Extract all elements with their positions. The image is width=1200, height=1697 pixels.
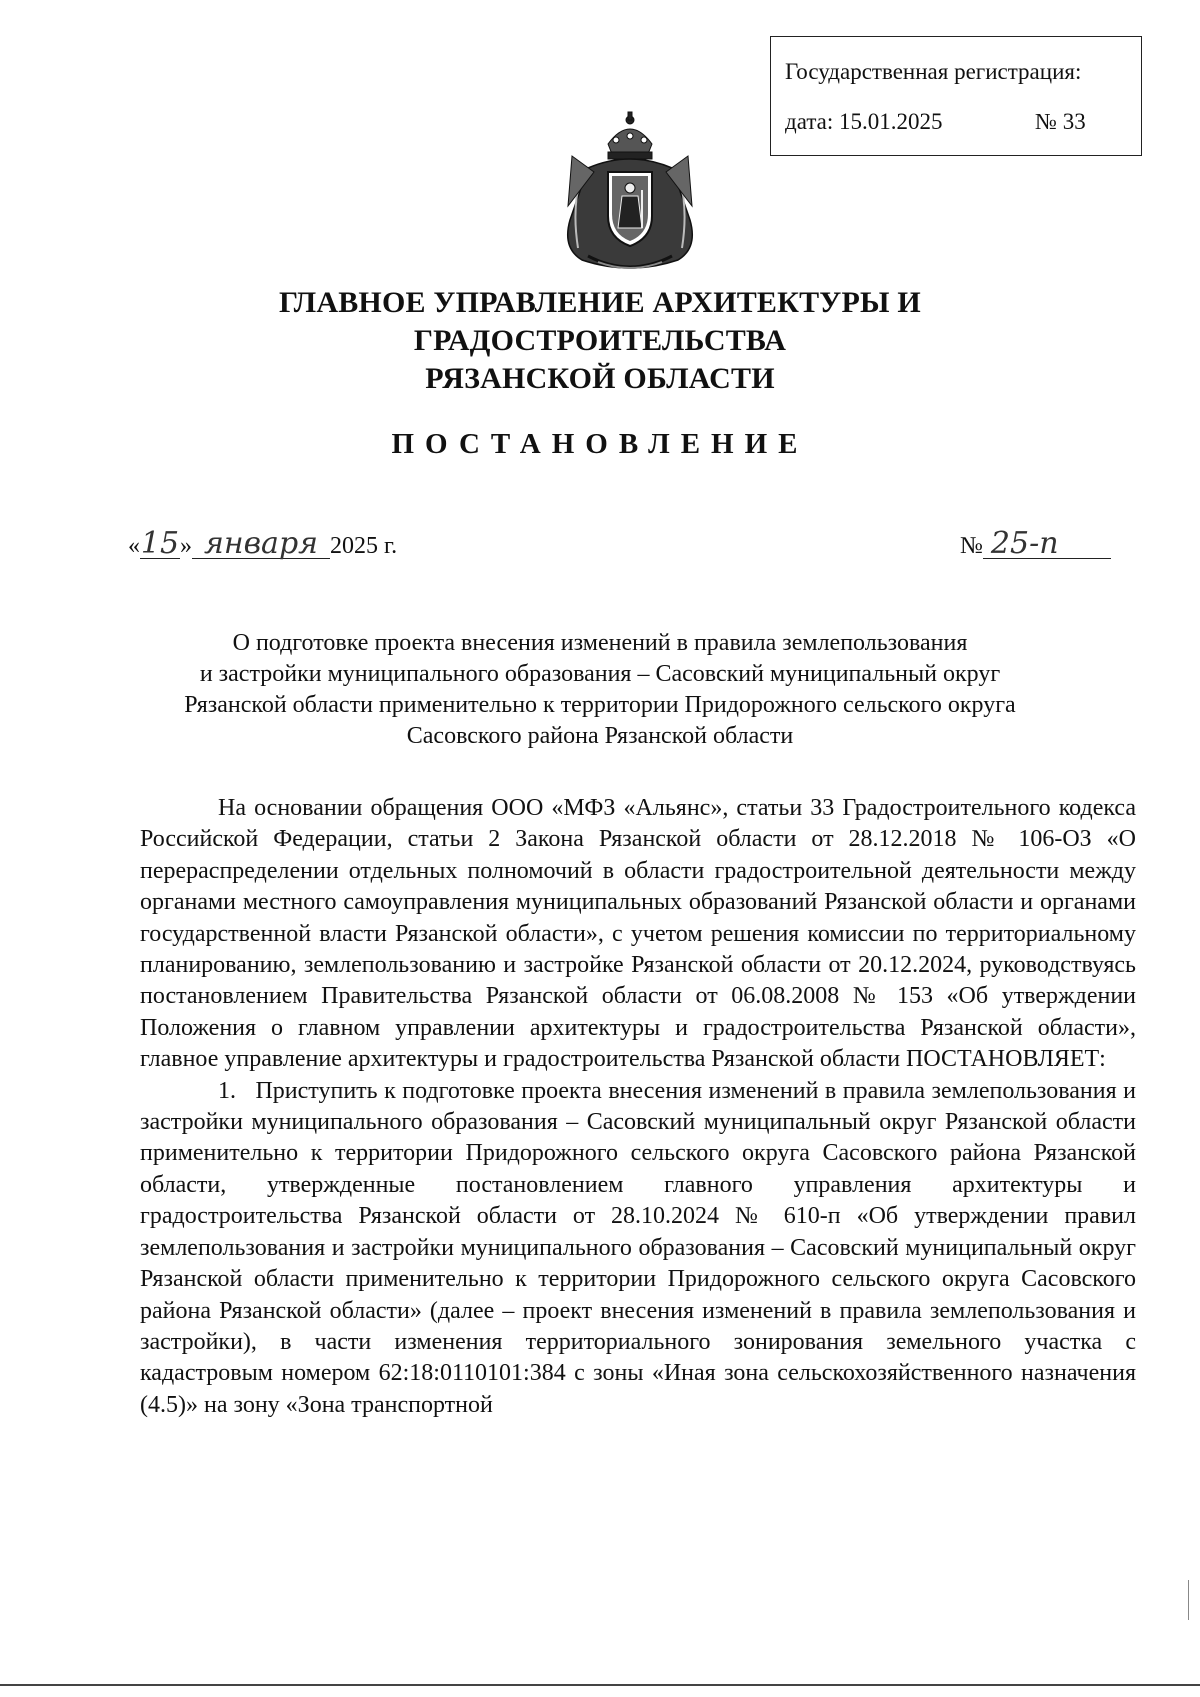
registration-stamp: [770, 36, 1142, 156]
title-line: и застройки муниципального образования – Сасовский муниципальный округ: [199, 661, 1001, 687]
date-month: января: [192, 530, 330, 559]
title-line: О подготовке проекта внесения изменений в правила землепользования: [232, 630, 968, 656]
date-day: 15: [140, 526, 180, 561]
number-value: 25-п: [983, 530, 1111, 559]
document-type: ПОСТАНОВЛЕНИЕ: [391, 428, 809, 460]
preamble-paragraph: На основании обращения ООО «МФЗ «Альянс», статьи 33 Градостроительного кодекса Российской Федерации, статьи 2 Закона Рязанской области от 28.12.2018 № 106-ОЗ «О перераспределении отдельных полномочий в области градостроительной деятельности между органами местного самоуправления муниципальных образований Рязанской области и органами государственной власти Рязанской области», с учетом решения комиссии по территориальному планированию, землепользованию и застройке Рязанской области от 20.12.2024, руководствуясь постановлением Правительства Рязанской области от 06.08.2008 № 153 «Об утверждении Положения о главном управлении архитектуры и градостроительства Рязанской области», главное управление архитектуры и градостроительства Рязанской области ПОСТАНОВЛЯЕТ:: [140, 795, 1136, 1073]
registration-number: № 33: [1035, 109, 1086, 134]
date-open-quote: «: [128, 533, 140, 559]
document-body: [140, 793, 1136, 1421]
ryazan-coat-of-arms-icon: [558, 110, 702, 278]
title-line: Сасовского района Рязанской области: [406, 723, 794, 749]
scan-edge-mark: [1188, 1580, 1189, 1620]
document-title: [120, 628, 1080, 752]
document-number: [960, 526, 1111, 561]
page-bottom-border: [0, 1684, 1200, 1686]
registration-date: дата: 15.01.2025: [785, 109, 943, 134]
date-close-quote: »: [180, 533, 192, 559]
registration-title: Государственная регистрация:: [785, 59, 1082, 84]
organization-line-2: РЯЗАНСКОЙ ОБЛАСТИ: [425, 362, 775, 395]
document-date: [128, 526, 398, 561]
date-year: 2025 г.: [330, 533, 398, 559]
organization-name: [100, 284, 1100, 398]
number-prefix: №: [960, 533, 983, 559]
clause-1-paragraph: 1. Приступить к подготовке проекта внесения изменений в правила землепользования и застройки муниципального образования – Сасовский муниципальный округ Рязанской области применительно к территории Придорожного сельского округа Сасовского района Рязанской области, утвержденные постановлением главного управления архитектуры и градостроительства Рязанской области от 28.10.2024 № 610-п «Об утверждении правил землепользования и застройки муниципального образования – Сасовский муниципальный округ Рязанской области применительно к территории Придорожного сельского округа Сасовского района Рязанской области» (далее – проект внесения изменений в правила землепользования и застройки), в части изменения территориального зонирования земельного участка с кадастровым номером 62:18:0110101:384 с зоны «Иная зона сельскохозяйственного назначения (4.5)» на зону «Зона транспортной: [140, 1077, 1136, 1418]
title-line: Рязанской области применительно к территории Придорожного сельского округа: [184, 692, 1016, 718]
registration-date-row: [785, 109, 1086, 135]
organization-line-1: ГЛАВНОЕ УПРАВЛЕНИЕ АРХИТЕКТУРЫ И ГРАДОСТРОИТЕЛЬСТВА: [279, 286, 921, 357]
